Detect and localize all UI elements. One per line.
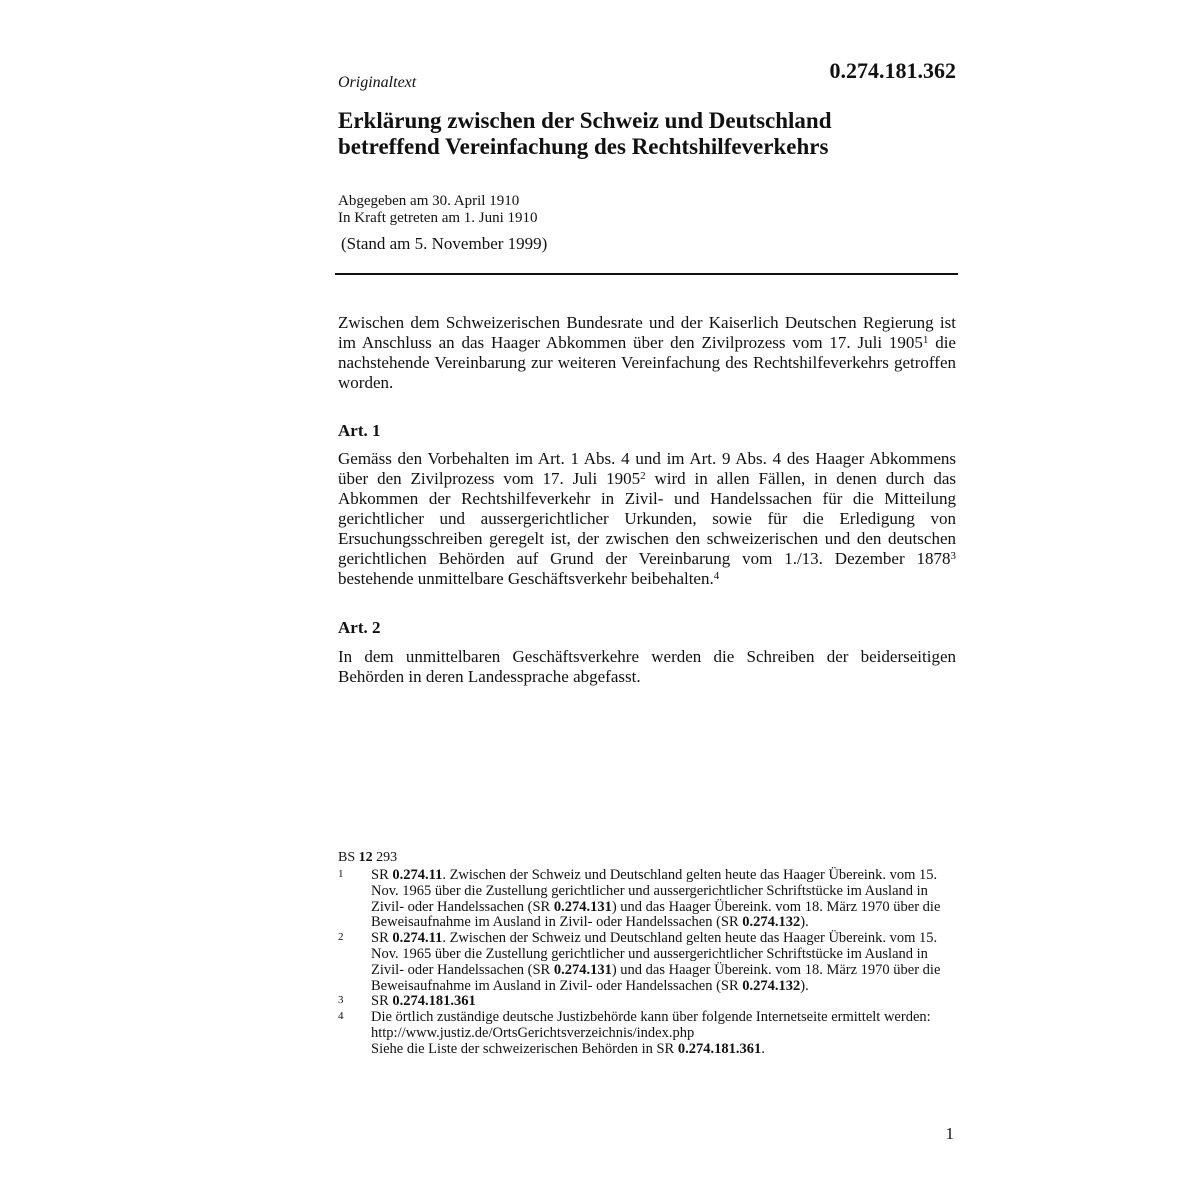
preamble-text-2: die nachstehende Vereinbarung zur weiteren Vereinfachung des Rechtshilfeverkehrs getroffen worden. [338,333,956,392]
bs-reference [338,850,397,866]
bs-prefix: BS [338,850,359,865]
article-1-body [338,449,956,589]
footnote-ref-1[interactable]: 1 [922,334,929,346]
footnote-4 [338,1010,958,1057]
footnote-number: 2 [338,931,344,944]
title-line-1: Erklärung zwischen der Schweiz und Deutschland [338,108,832,133]
article-1-text-2: wird in allen Fällen, in denen durch das Abkommen der Rechtshilfeverkehr in Zivil- und Handelssachen für die Mitteilung gerichtlicher und aussergerichtlicher Urkunden, sowie für die Erledigung von Ersuchungsschreiben geregelt ist, der zwischen den schweizerischen und den deutschen gerichtlichen Behörden auf Grund der Vereinbarung vom 1./13. Dezember 1878 [338,469,956,568]
footnote-text: SR 0.274.11. Zwischen der Schweiz und Deutschland gelten heute das Haager Übereink. vom 15. Nov. 1965 über die Zustellung gerichtlicher und aussergerichtlicher Schriftstücke im Ausland in Zivil- oder Handelssachen (SR 0.274.131) und das Haager Übereink. vom 18. März 1970 über die Beweisaufnahme im Ausland in Zivil- oder Handelssachen (SR 0.274.132). [371,867,941,931]
footnote-3 [338,994,958,1010]
footnote-2 [338,931,958,994]
footnote-1 [338,868,958,931]
page-number: 1 [945,1124,954,1143]
preamble-paragraph [338,313,956,393]
article-2-body: In dem unmittelbaren Geschäftsverkehre werden die Schreiben der beiderseitigen Behörden in deren Landessprache abgefasst. [338,647,956,686]
footnote-number: 1 [338,868,344,880]
in-kraft-date: In Kraft getreten am 1. Juni 1910 [338,210,538,226]
title-line-2: betreffend Vereinfachung des Rechtshilfeverkehrs [338,134,829,159]
article-1-text-1: Gemäss den Vorbehalten im Art. 1 Abs. 4 und im Art. 9 Abs. 4 des Haager Abkommens über den Zivilprozess vom 17. Juli 1905 [338,449,956,488]
footnote-text: Die örtlich zuständige deutsche Justizbehörde kann über folgende Internetseite ermittelt werden: http://www.justiz.de/OrtsGerichtsverzeichnis/index.php Siehe die Liste der schweizerischen Behörden in SR 0.274.181.361. [371,1009,931,1057]
footnote-text: SR 0.274.181.361 [371,993,476,1010]
preamble-text-1: Zwischen dem Schweizerischen Bundesrate und der Kaiserlich Deutschen Regierung ist im Anschluss an das Haager Abkommen über den Zivilprozess vom 17. Juli 1905 [338,313,956,352]
bs-volume: 12 [358,850,373,865]
footnotes [338,868,958,1058]
stand-date: (Stand am 5. November 1999) [341,234,548,253]
footnote-number: 4 [338,1010,344,1023]
bs-page: 293 [372,850,398,865]
document-meta [338,193,538,227]
article-1-text-3: bestehende unmittelbare Geschäftsverkehr beibehalten. [338,569,714,588]
article-2-heading: Art. 2 [338,618,381,637]
originaltext-label: Originaltext [338,74,417,91]
sr-number: 0.274.181.362 [829,58,956,83]
abgegeben-date: Abgegeben am 30. April 1910 [338,193,520,209]
footnote-ref-4[interactable]: 4 [713,570,720,582]
footnote-text: SR 0.274.11. Zwischen der Schweiz und Deutschland gelten heute das Haager Übereink. vom 15. Nov. 1965 über die Zustellung gerichtlicher und aussergerichtlicher Schriftstücke im Ausland in Zivil- oder Handelssachen (SR 0.274.131) und das Haager Übereink. vom 18. März 1970 über die Beweisaufnahme im Ausland in Zivil- oder Handelssachen (SR 0.274.132). [371,930,941,994]
article-1-heading: Art. 1 [338,421,381,440]
document-title [338,108,978,160]
footnote-ref-3[interactable]: 3 [950,550,956,562]
footnote-ref-2[interactable]: 2 [640,470,646,482]
header-divider [335,273,958,275]
footnote-number: 3 [338,994,344,1007]
